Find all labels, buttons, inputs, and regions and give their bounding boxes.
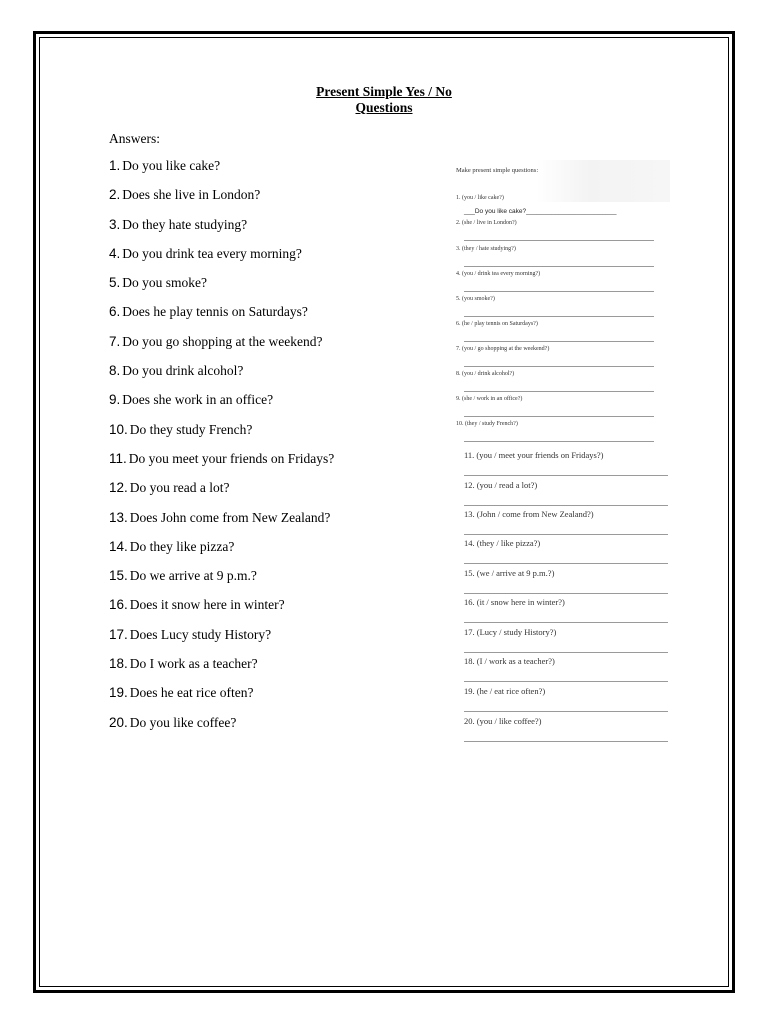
answer-text: Do you drink tea every morning?: [122, 245, 302, 261]
answer-text: Does he play tennis on Saturdays?: [122, 304, 308, 320]
answer-text: Do we arrive at 9 p.m.?: [129, 568, 257, 584]
answer-number: 12.: [109, 480, 128, 496]
worksheet-answer-line: [464, 316, 654, 317]
worksheet-prompt: 14. (they / like pizza?): [464, 538, 541, 548]
worksheet-prompt: 6. (he / play tennis on Saturdays?): [456, 321, 538, 327]
answer-number: 11.: [109, 450, 127, 466]
worksheet-answer-line: [464, 563, 668, 564]
worksheet-answer-line: [464, 240, 654, 241]
answer-item: [109, 568, 334, 597]
worksheet-prompt: 2. (she / live in London?): [456, 220, 517, 226]
answer-text: Do you smoke?: [122, 275, 208, 291]
answer-number: 20.: [109, 714, 128, 730]
answer-number: 2.: [109, 187, 121, 203]
worksheet-answer-line: [464, 266, 654, 267]
answer-text: Do they like pizza?: [129, 538, 235, 554]
answer-number: 10.: [109, 421, 128, 437]
answer-text: Do you drink alcohol?: [122, 363, 244, 379]
worksheet-prompt: 19. (he / eat rice often?): [464, 686, 546, 696]
answer-number: 17.: [109, 626, 128, 642]
worksheet-header: Make present simple questions:: [456, 167, 539, 174]
worksheet-prompt: 12. (you / read a lot?): [464, 480, 538, 490]
worksheet-answer-line: [464, 711, 668, 712]
answer-text: Does it snow here in winter?: [129, 597, 285, 613]
answer-text: Do you like cake?: [122, 158, 221, 173]
answer-text: Does he eat rice often?: [129, 685, 254, 701]
worksheet-prompt: 7. (you / go shopping at the weekend?): [456, 346, 550, 352]
answer-item: [109, 217, 334, 246]
answer-number: 6.: [109, 304, 121, 320]
answer-item: [109, 451, 334, 480]
worksheet-answer-line: [464, 391, 654, 392]
worksheet-answer-line: [464, 652, 668, 653]
answer-number: 7.: [109, 333, 121, 349]
worksheet-prompt: 8. (you / drink alcohol?): [456, 371, 515, 377]
answer-item: [109, 510, 334, 539]
worksheet-scan-shading: [536, 160, 670, 202]
answer-number: 9.: [109, 392, 121, 408]
worksheet-answer-line: [464, 366, 654, 367]
worksheet-prompt: 13. (John / come from New Zealand?): [464, 509, 594, 519]
answer-number: 16.: [109, 597, 128, 613]
page-title: [0, 84, 768, 116]
answer-number: 5.: [109, 275, 121, 291]
answer-item: [109, 685, 334, 714]
worksheet-prompt: 5. (you smoke?): [456, 296, 495, 302]
worksheet-answer-line: [464, 741, 668, 742]
answer-number: 4.: [109, 245, 121, 261]
answer-number: 3.: [109, 216, 121, 232]
worksheet-answer-line: [464, 341, 654, 342]
answer-item: [109, 275, 334, 304]
answer-number: 8.: [109, 363, 121, 379]
answer-item: [109, 627, 334, 656]
title-line-1: Present Simple Yes / No: [316, 84, 452, 99]
answer-text: Do you go shopping at the weekend?: [122, 333, 323, 349]
worksheet-prompt: 9. (she / work in an office?): [456, 396, 523, 402]
worksheet-answer-line: [464, 441, 654, 442]
worksheet-prompt: 17. (Lucy / study History?): [464, 627, 557, 637]
worksheet-answer-line: [464, 505, 668, 506]
answer-item: [109, 656, 334, 685]
answer-text: Does Lucy study History?: [129, 626, 272, 642]
answer-number: 13.: [109, 509, 128, 525]
answer-number: 19.: [109, 685, 128, 701]
worksheet-answer-line: [464, 291, 654, 292]
worksheet-answer-line: [464, 475, 668, 476]
answer-item: [109, 715, 334, 744]
answer-item: [109, 158, 334, 187]
worksheet-prompt: 18. (I / work as a teacher?): [464, 656, 555, 666]
worksheet-prompt: 4. (you / drink tea every morning?): [456, 271, 541, 277]
answer-number: 14.: [109, 538, 128, 554]
answer-text: Do you like coffee?: [129, 714, 237, 730]
answer-text: Do I work as a teacher?: [129, 656, 258, 672]
worksheet-answer-line: [464, 416, 654, 417]
answer-item: [109, 246, 334, 275]
answer-text: Do you read a lot?: [129, 480, 230, 496]
worksheet-prompt: 16. (it / snow here in winter?): [464, 597, 565, 607]
answer-text: Does she live in London?: [122, 187, 261, 203]
answer-item: [109, 187, 334, 216]
worksheet-prompt: 11. (you / meet your friends on Fridays?): [464, 450, 604, 460]
worksheet-prompt: 10. (they / study French?): [456, 421, 518, 427]
answer-item: [109, 392, 334, 421]
worksheet-answer-line: [464, 534, 668, 535]
worksheet-prompt: 15. (we / arrive at 9 p.m.?): [464, 568, 555, 578]
answer-list: [109, 158, 334, 744]
worksheet-prompt: 1. (you / like cake?): [456, 195, 504, 201]
answer-item: [109, 334, 334, 363]
answer-number: 15.: [109, 568, 128, 584]
answer-text: Does she work in an office?: [122, 392, 274, 408]
answers-label: Answers:: [109, 131, 160, 146]
worksheet-answer-line: [464, 593, 668, 594]
worksheet-image: [448, 160, 670, 750]
answer-text: Do they study French?: [129, 421, 253, 437]
answer-item: [109, 422, 334, 451]
answer-item: [109, 539, 334, 568]
answer-text: Does John come from New Zealand?: [129, 509, 331, 525]
worksheet-prompt: 3. (they / hate studying?): [456, 246, 516, 252]
answer-item: [109, 597, 334, 626]
answer-item: [109, 304, 334, 333]
answer-item: [109, 480, 334, 509]
answer-text: Do you meet your friends on Fridays?: [128, 450, 335, 466]
answer-text: Do they hate studying?: [122, 216, 248, 232]
answer-number: 18.: [109, 656, 128, 672]
worksheet-answer-line: [464, 681, 668, 682]
title-line-2: Questions: [355, 100, 413, 115]
answer-item: [109, 363, 334, 392]
answer-number: 1.: [109, 158, 121, 173]
worksheet-example-answer: ___Do you like cake?_________________________: [464, 208, 617, 215]
worksheet-answer-line: [464, 622, 668, 623]
worksheet-prompt: 20. (you / like coffee?): [464, 716, 542, 726]
